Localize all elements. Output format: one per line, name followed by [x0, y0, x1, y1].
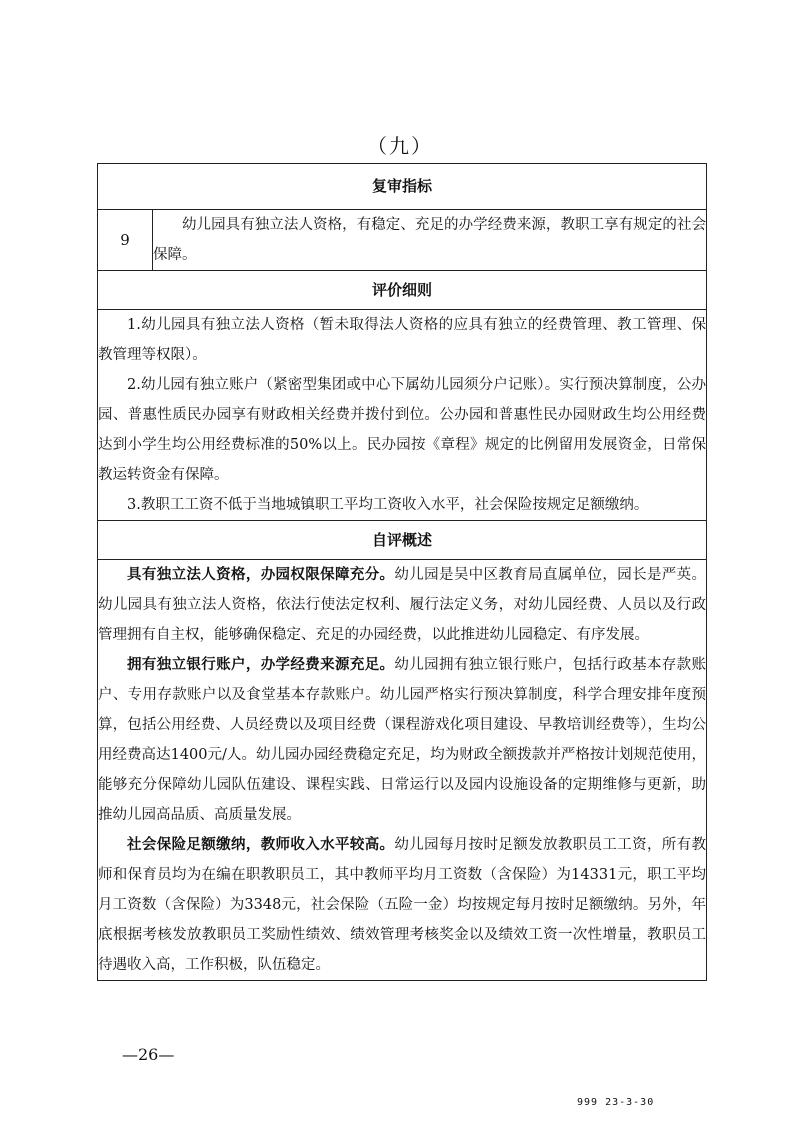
review-indicator-header: 复审指标 — [98, 164, 707, 210]
detail-item-3: 3.教职工工资不低于当地城镇职工平均工资收入水平，社会保险按规定足额缴纳。 — [127, 497, 649, 513]
page-title: （九） — [367, 134, 433, 158]
indicator-number: 9 — [98, 210, 153, 271]
review-table — [97, 163, 707, 981]
detail-item-1: 1.幼儿园具有独立法人资格（暂未取得法人资格的应具有独立的经费管理、教工管理、保教管理等权限）。 — [98, 317, 707, 363]
overview-text-2: 幼儿园拥有独立银行账户，包括行政基本存款账户、专用存款账户以及食堂基本存款账户。幼儿园严格实行预决算制度，科学合理安排年度预算，包括公用经费、人员经费以及项目经费（课程游戏化项目建设、早教培训经费等），生均公用经费高达1400元/人。幼儿园办园经费稳定充足，均为财政全额拨款并严格按计划规范使用，能够充分保障幼儿园队伍建设、课程实践、日常运行以及园内设施设备的定期维修与更新，助推幼儿园高品质、高质量发展。 — [98, 657, 707, 823]
overview-text-1: 幼儿园是吴中区教育局直属单位，园长是严英。幼儿园具有独立法人资格，依法行使法定权利、履行法定义务，对幼儿园经费、人员以及行政管理拥有自主权，能够确保稳定、充足的办园经费，以此推进幼儿园稳定、有序发展。 — [98, 567, 707, 643]
indicator-text: 幼儿园具有独立法人资格，有稳定、充足的办学经费来源，教职工享有规定的社会保障。 — [153, 217, 707, 263]
evaluation-details-cell — [98, 310, 707, 521]
overview-text-3: 幼儿园每月按时足额发放教职员工工资，所有教师和保育员均为在编在职教职员工，其中教师平均月工资数（含保险）为14331元，职工平均月工资数（含保险）为3348元，社会保险（五险一金）均按规定每月按时足额缴纳。另外，年底根据考核发放教职员工奖励性绩效、绩效管理考核奖金以及绩效工资一次性增量，教职员工待遇收入高，工作积极，队伍稳定。 — [98, 837, 707, 973]
overview-lead-1: 具有独立法人资格，办园权限保障充分。 — [127, 567, 395, 583]
evaluation-details-header: 评价细则 — [98, 271, 707, 310]
overview-lead-3: 社会保险足额缴纳，教师收入水平较高。 — [127, 837, 395, 853]
self-evaluation-header: 自评概述 — [98, 521, 707, 560]
overview-paragraph-1 — [98, 560, 706, 650]
page-number: —26— — [122, 1045, 175, 1064]
indicator-text-cell — [153, 210, 707, 271]
overview-lead-2: 拥有独立银行账户，办学经费来源充足。 — [127, 657, 395, 673]
overview-paragraph-3 — [98, 830, 706, 980]
self-evaluation-cell — [98, 560, 707, 981]
scan-stamp: 999 23-3-30 — [577, 1097, 655, 1108]
detail-item-2: 2.幼儿园有独立账户（紧密型集团或中心下属幼儿园须分户记账）。实行预决算制度，公办园、普惠性质民办园享有财政相关经费并拨付到位。公办园和普惠性民办园财政生均公用经费达到小学生均公用经费标准的50%以上。民办园按《章程》规定的比例留用发展资金，日常保教运转资金有保障。 — [98, 377, 707, 483]
overview-paragraph-2 — [98, 650, 706, 830]
